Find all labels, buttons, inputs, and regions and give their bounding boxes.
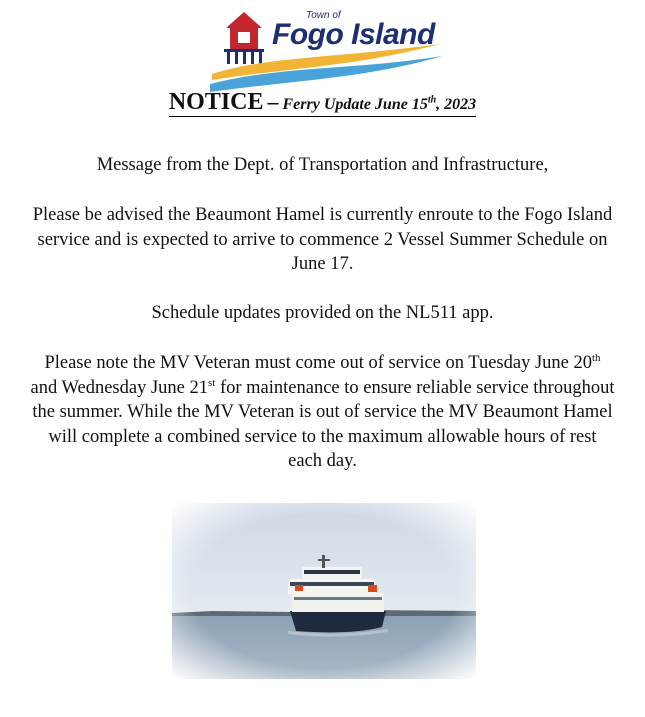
maintenance-paragraph — [30, 351, 615, 474]
town-logo — [208, 8, 444, 92]
notice-title-line — [0, 90, 645, 117]
schedule-note: Schedule updates provided on the NL511 app. — [151, 303, 494, 323]
subtitle-year: , 2023 — [436, 96, 477, 113]
maintenance-text-1: Please note the MV Veteran must come out of service on Tuesday June 20 — [44, 353, 592, 373]
ferry-photo — [172, 503, 476, 679]
notice-title — [169, 90, 476, 117]
maintenance-sup-1: th — [592, 351, 601, 364]
advisory-paragraph: Please be advised the Beaumont Hamel is currently enroute to the Fogo Island service and is expected to arrive to commence 2 Vessel Summer Schedule on June 17. — [32, 205, 613, 274]
title-dash: – — [267, 89, 279, 114]
notice-heading: NOTICE — [168, 89, 264, 115]
ferry-image — [172, 503, 476, 679]
notice-subtitle — [283, 96, 477, 113]
maintenance-text-2: and Wednesday June 21 — [30, 377, 208, 398]
message-from-dept: Message from the Dept. of Transportation and Infrastructure, — [96, 155, 549, 175]
logo-name-text: Fogo Island — [272, 18, 435, 51]
subtitle-superscript: th — [427, 94, 437, 106]
maintenance-sup-2: st — [208, 376, 216, 389]
subtitle-text: Ferry Update June 15 — [282, 96, 428, 113]
maintenance-text-3: for maintenance to ensure reliable service throughout the summer. While the MV Veteran is out of service the MV Beaumont Hamel will complete a combined service to the maximum allowable hours of rest each day. — [32, 377, 615, 471]
house-roof-icon — [226, 12, 262, 28]
logo-town-text: Town of — [306, 10, 341, 21]
